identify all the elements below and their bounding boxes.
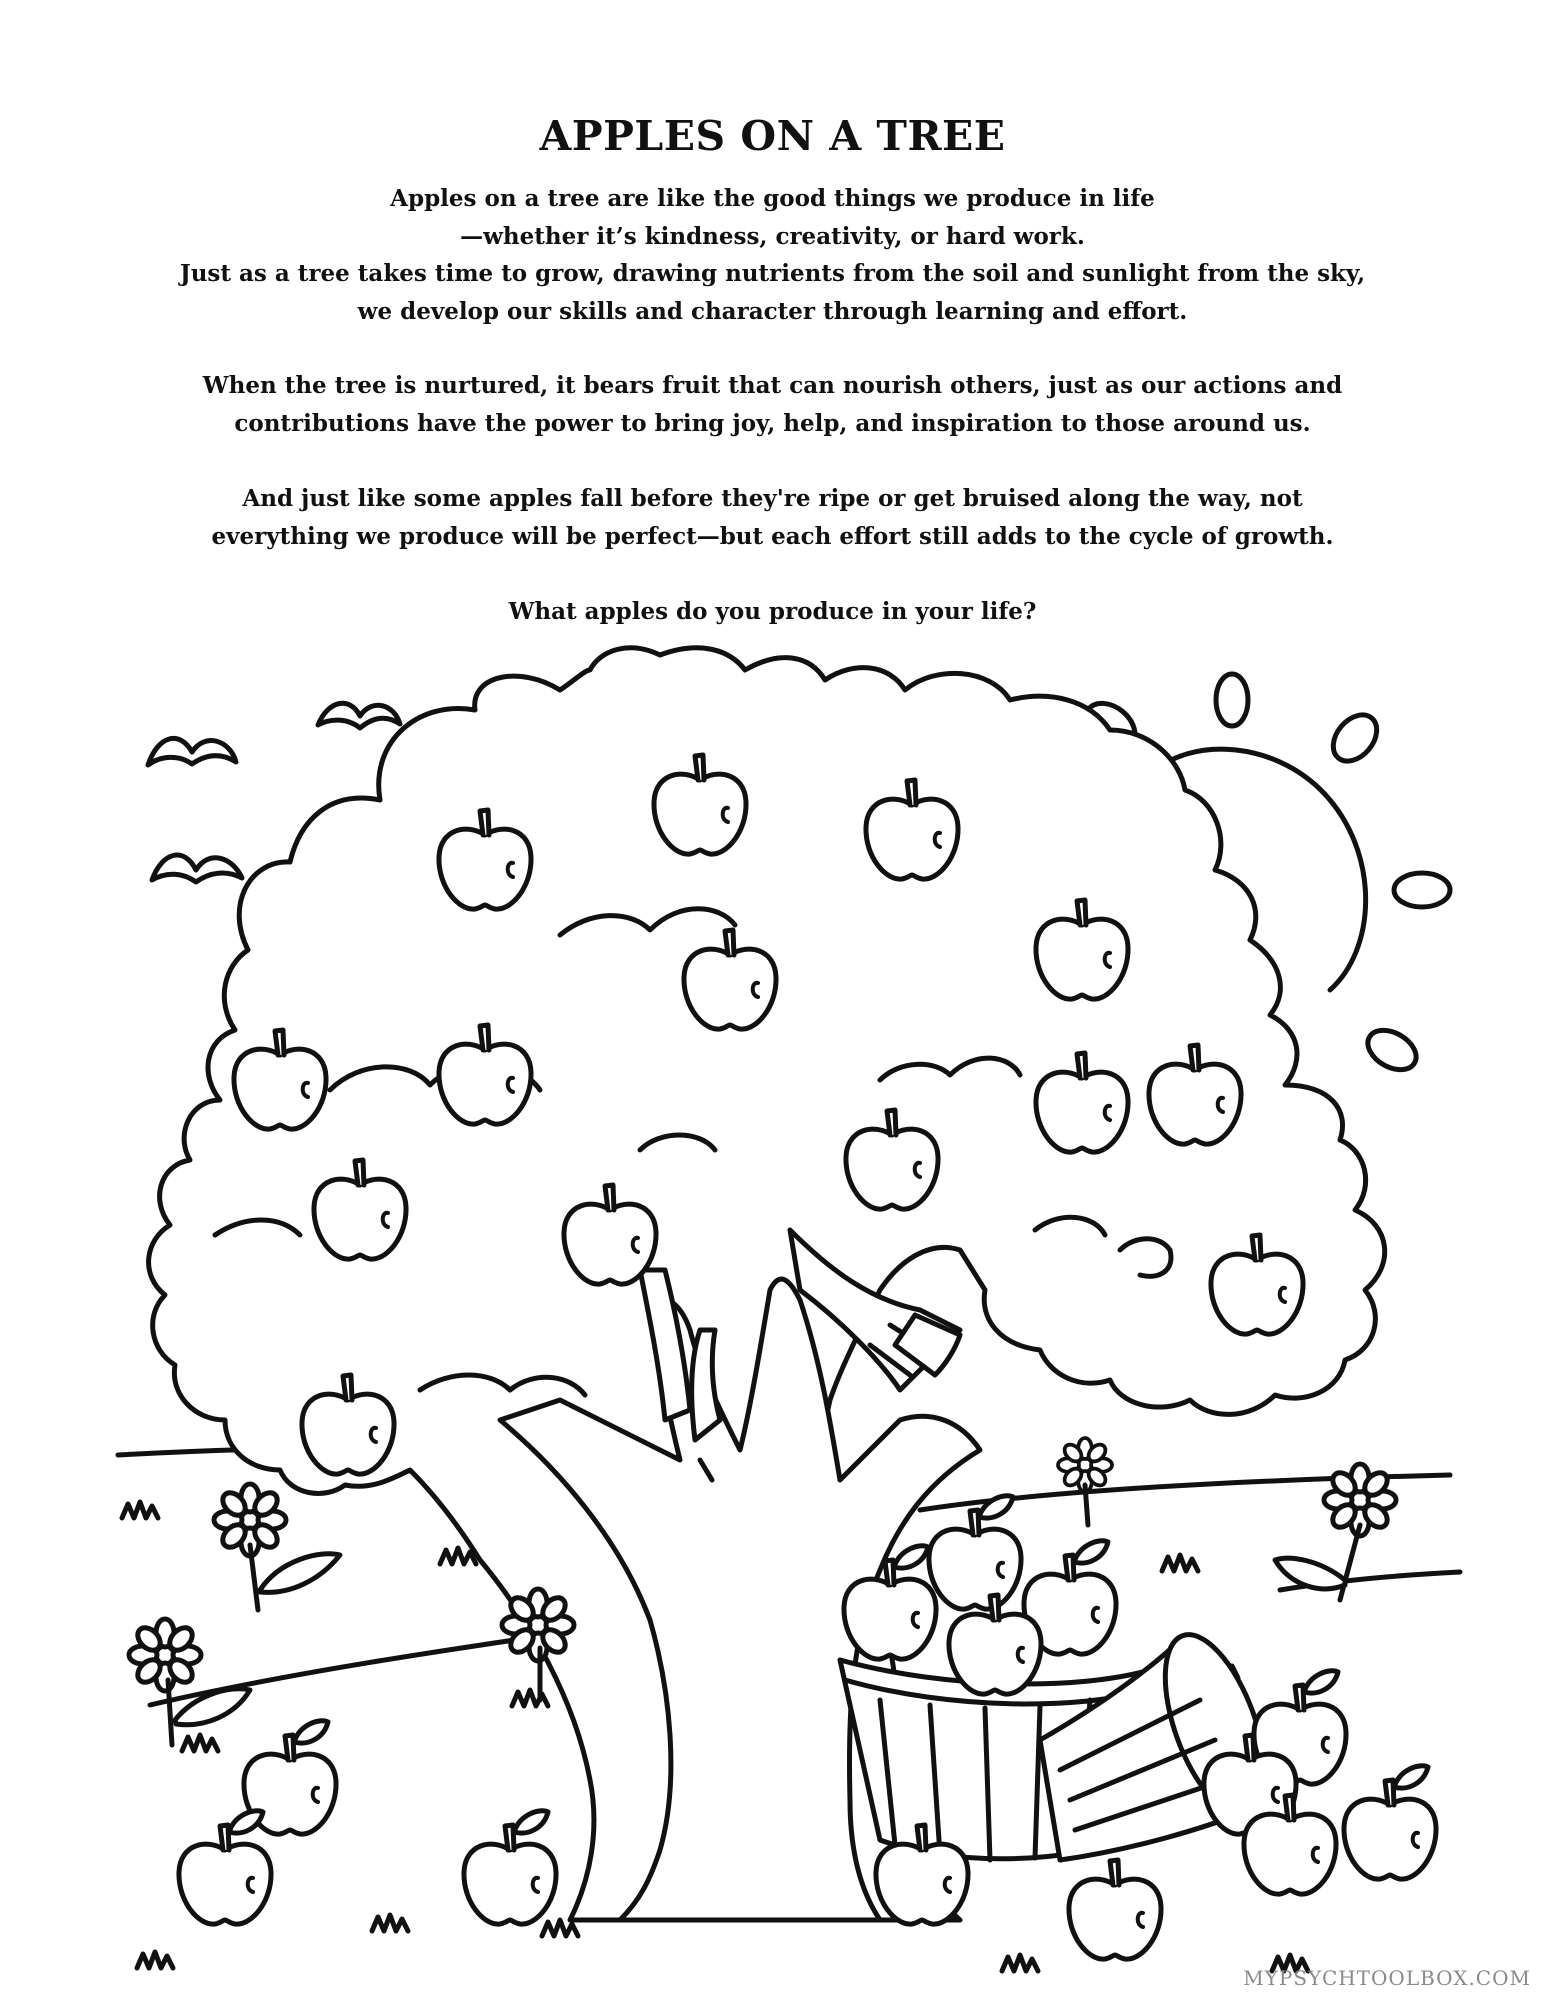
growth-line-2: everything we produce will be perfect—but each effort still adds to the cycle of growth. — [211, 522, 1334, 550]
intro-line-2: —whether it’s kindness, creativity, or hard work. — [460, 222, 1085, 250]
question-line: What apples do you produce in your life? — [508, 598, 1037, 625]
flower-icon — [129, 1619, 250, 1745]
apple-icon — [464, 1811, 556, 1924]
flower-icon — [214, 1484, 340, 1610]
growth-line-1: And just like some apples fall before they're ripe or get bruised along the way, not — [242, 485, 1303, 512]
nurture-line-2: contributions have the power to bring joy, help, and inspiration to those around us. — [234, 409, 1311, 437]
flower-icon — [1058, 1438, 1112, 1525]
page-title: APPLES ON A TREE — [539, 112, 1006, 160]
apple-icon — [1344, 1766, 1436, 1879]
intro-line-4: we develop our skills and character through learning and effort. — [357, 297, 1188, 325]
watermark: MYPSYCHTOOLBOX.COM — [1243, 1966, 1531, 1990]
apple-icon — [179, 1811, 271, 1924]
intro-line-3: Just as a tree takes time to grow, drawing nutrients from the soil and sunlight from the sky, — [179, 260, 1366, 287]
nurture-line-1: When the tree is nurtured, it bears fruit that can nourish others, just as our actions and — [202, 372, 1343, 399]
apple-icon — [929, 1496, 1021, 1609]
apple-icon — [1069, 1860, 1161, 1959]
intro-line-1: Apples on a tree are like the good things we produce in life — [390, 185, 1155, 212]
